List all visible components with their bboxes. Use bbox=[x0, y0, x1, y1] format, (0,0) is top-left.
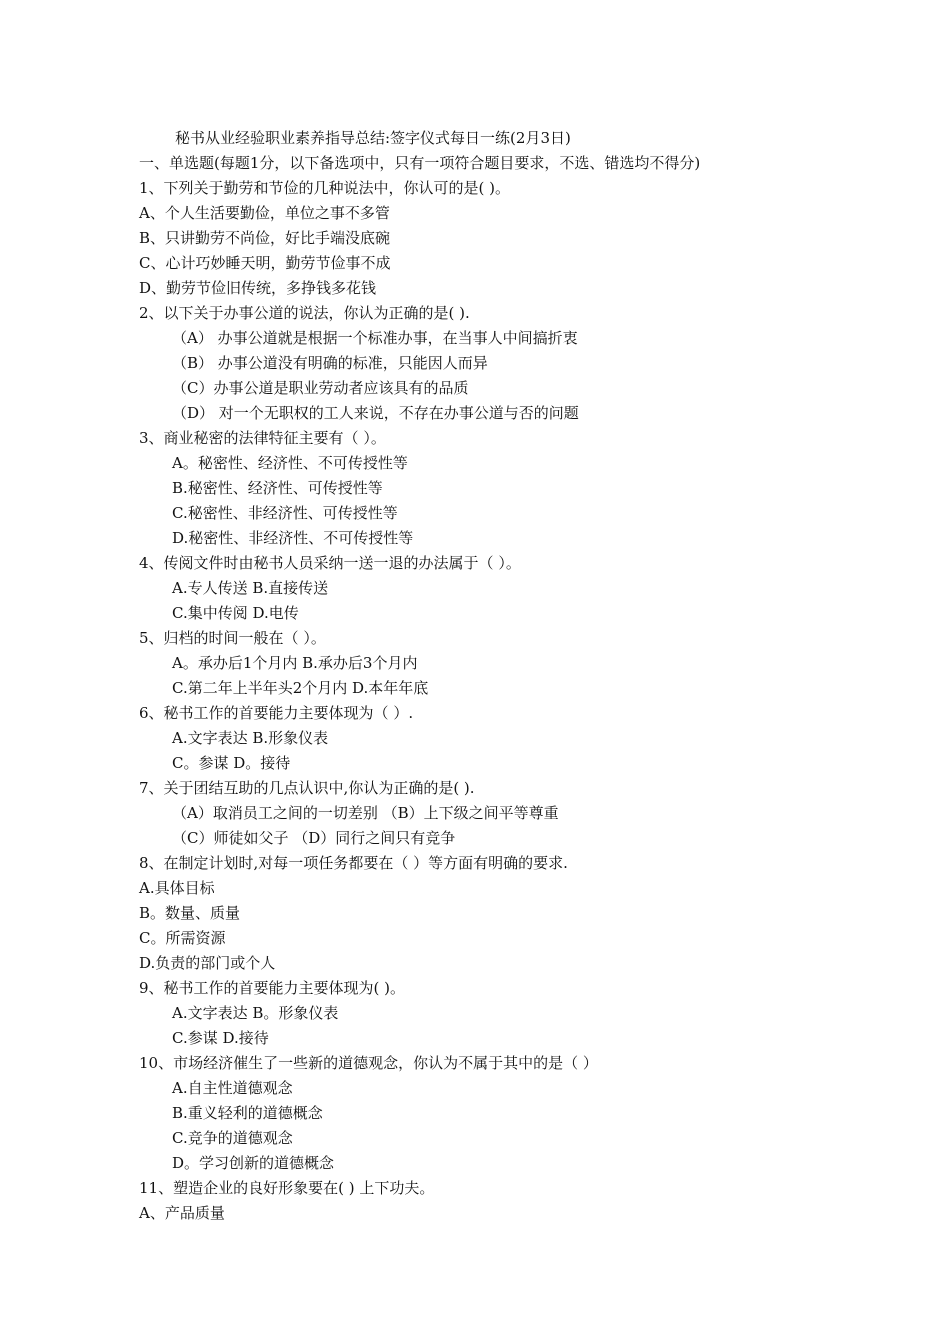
option-line: B、只讲勤劳不尚俭，好比手端没底碗 bbox=[139, 229, 391, 247]
section-heading: 一、单选题(每题1分，以下备选项中，只有一项符合题目要求，不选、错选均不得分) bbox=[139, 154, 701, 172]
option-line: C。参谋 D。接待 bbox=[172, 754, 291, 772]
question-line: 7、关于团结互助的几点认识中,你认为正确的是( ). bbox=[139, 779, 475, 797]
option-line: A。承办后1个月内 B.承办后3个月内 bbox=[172, 654, 418, 672]
question-line: 6、秘书工作的首要能力主要体现为（ ）. bbox=[139, 704, 414, 722]
option-line: （C）师徒如父子 （D）同行之间只有竞争 bbox=[172, 829, 456, 847]
option-line: C。所需资源 bbox=[139, 929, 226, 947]
question-line: 3、商业秘密的法律特征主要有（ ）。 bbox=[139, 429, 386, 447]
question-line: 8、在制定计划时,对每一项任务都要在（ ）等方面有明确的要求. bbox=[139, 854, 568, 872]
option-line: （A） 办事公道就是根据一个标准办事，在当事人中间搞折衷 bbox=[172, 329, 578, 347]
document-title: 秘书从业经验职业素养指导总结:签字仪式每日一练(2月3日) bbox=[175, 129, 571, 147]
option-line: （C）办事公道是职业劳动者应该具有的品质 bbox=[172, 379, 469, 397]
option-line: A.文字表达 B。形象仪表 bbox=[172, 1004, 339, 1022]
option-line: （D） 对一个无职权的工人来说，不存在办事公道与否的问题 bbox=[172, 404, 579, 422]
question-line: 1、下列关于勤劳和节俭的几种说法中，你认可的是( )。 bbox=[139, 179, 511, 197]
option-line: B.秘密性、经济性、可传授性等 bbox=[172, 479, 383, 497]
option-line: C.秘密性、非经济性、可传授性等 bbox=[172, 504, 398, 522]
option-line: A.具体目标 bbox=[139, 879, 215, 897]
option-line: D.负责的部门或个人 bbox=[139, 954, 276, 972]
option-line: A。秘密性、经济性、不可传授性等 bbox=[172, 454, 408, 472]
question-line: 9、秘书工作的首要能力主要体现为( )。 bbox=[139, 979, 406, 997]
option-line: C、心计巧妙睡天明，勤劳节俭事不成 bbox=[139, 254, 391, 272]
option-line: A.专人传送 B.直接传送 bbox=[172, 579, 329, 597]
option-line: A.自主性道德观念 bbox=[172, 1079, 293, 1097]
option-line: B.重义轻利的道德概念 bbox=[172, 1104, 323, 1122]
option-line: A、产品质量 bbox=[139, 1204, 225, 1222]
option-line: C.参谋 D.接待 bbox=[172, 1029, 269, 1047]
question-line: 4、传阅文件时由秘书人员采纳一送一退的办法属于（ ）。 bbox=[139, 554, 521, 572]
option-line: A.文字表达 B.形象仪表 bbox=[172, 729, 329, 747]
option-line: （A）取消员工之间的一切差别 （B）上下级之间平等尊重 bbox=[172, 804, 559, 822]
option-line: D.秘密性、非经济性、不可传授性等 bbox=[172, 529, 414, 547]
option-line: C.竞争的道德观念 bbox=[172, 1129, 293, 1147]
option-line: C.第二年上半年头2个月内 D.本年年底 bbox=[172, 679, 429, 697]
option-line: D。学习创新的道德概念 bbox=[172, 1154, 335, 1172]
option-line: B。数量、质量 bbox=[139, 904, 241, 922]
question-line: 5、归档的时间一般在（ ）。 bbox=[139, 629, 326, 647]
option-line: D、勤劳节俭旧传统，多挣钱多花钱 bbox=[139, 279, 377, 297]
option-line: （B） 办事公道没有明确的标准，只能因人而异 bbox=[172, 354, 488, 372]
option-line: C.集中传阅 D.电传 bbox=[172, 604, 299, 622]
option-line: A、个人生活要勤俭，单位之事不多管 bbox=[139, 204, 390, 222]
question-line: 2、以下关于办事公道的说法，你认为正确的是( ). bbox=[139, 304, 470, 322]
question-line: 11、塑造企业的良好形象要在( ) 上下功夫。 bbox=[139, 1179, 435, 1197]
question-line: 10、市场经济催生了一些新的道德观念，你认为不属于其中的是（ ） bbox=[139, 1054, 598, 1072]
